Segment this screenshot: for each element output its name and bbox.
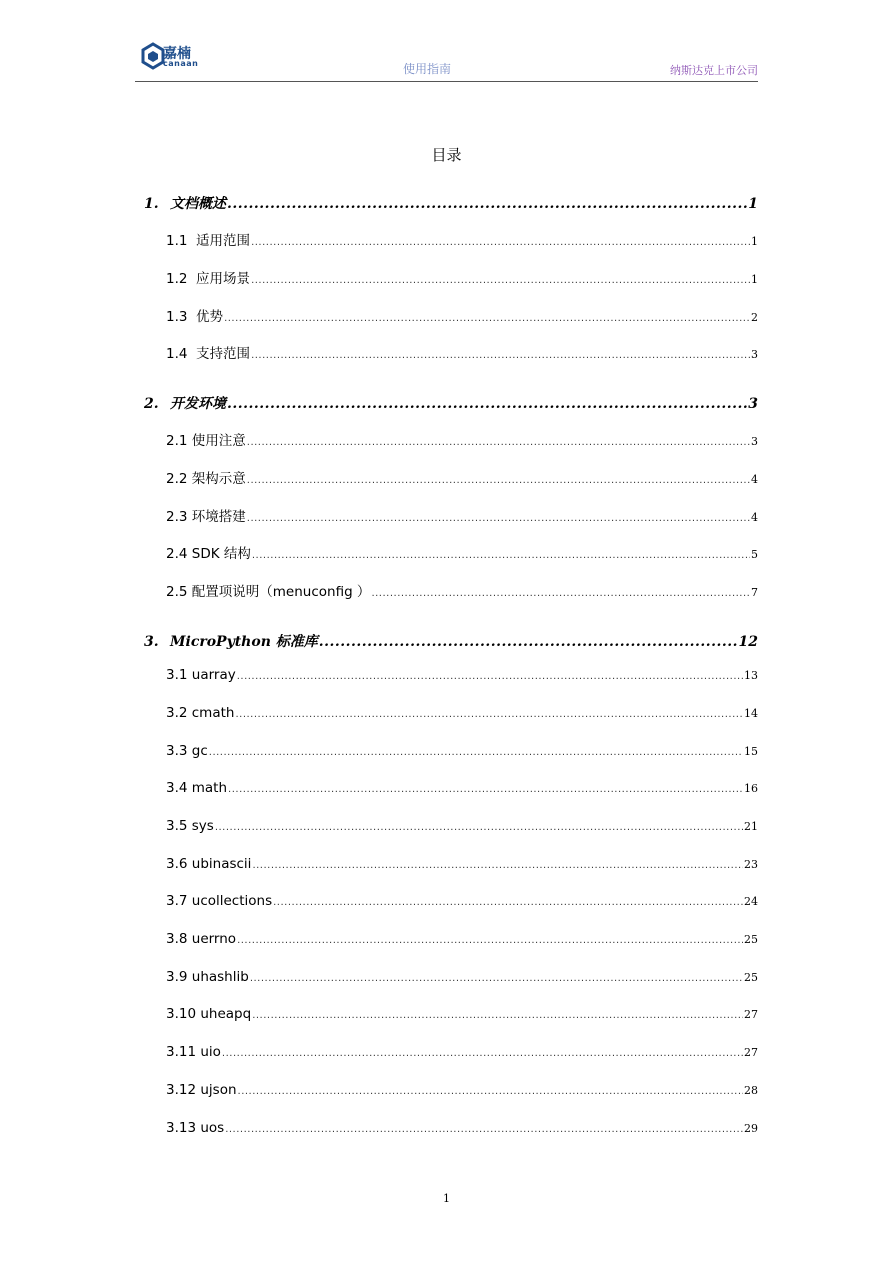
toc-entry-label: 3.8 uerrno (166, 931, 237, 947)
toc-leader-dots (209, 747, 743, 758)
toc-section-entry[interactable] (166, 1120, 758, 1136)
toc-leader-dots (371, 588, 750, 599)
logo-chinese-text: 嘉楠 (163, 46, 191, 62)
toc-section-entry[interactable] (166, 743, 758, 759)
toc-entry-label: 3.3 gc (166, 743, 208, 759)
toc-chapter-entry[interactable] (144, 393, 758, 413)
toc-leader-dots (228, 784, 743, 795)
toc-leader-dots (252, 860, 743, 871)
toc-leader-dots (273, 897, 743, 908)
toc-entry-label: 3.5 sys (166, 818, 214, 834)
toc-entry-page: 13 (744, 669, 758, 682)
toc-entry-label: 2.1 使用注意 (166, 433, 246, 449)
toc-entry-label: 1.3 优势 (166, 309, 224, 325)
toc-section-entry[interactable] (166, 505, 758, 525)
toc-entry-page: 27 (744, 1008, 758, 1021)
toc-entry-page: 27 (744, 1046, 758, 1059)
toc-leader-dots (215, 822, 743, 833)
toc-section-entry[interactable] (166, 342, 758, 362)
toc-entry-label: 3.6 ubinascii (166, 856, 252, 872)
toc-entry-page: 25 (744, 933, 758, 946)
toc-section-entry[interactable] (166, 969, 758, 985)
toc-entry-page: 3 (751, 435, 758, 448)
toc-entry-label: 1.4 支持范围 (166, 346, 251, 362)
toc-section-entry[interactable] (166, 267, 758, 287)
toc-entry-label: 2.5 配置项说明（menuconfig ） (166, 584, 371, 600)
toc-leader-dots (224, 313, 750, 324)
toc-leader-dots (252, 550, 750, 561)
toc-entry-label: 1.2 应用场景 (166, 271, 251, 287)
toc-entry-page: 25 (744, 971, 758, 984)
toc-leader-dots (251, 350, 750, 361)
toc-entry-label: 3.10 uheapq (166, 1006, 252, 1022)
toc-entry-page: 4 (751, 473, 758, 486)
toc-leader-dots (225, 1124, 743, 1135)
toc-entry-page: 4 (751, 511, 758, 524)
toc-entry-page: 21 (744, 820, 758, 833)
toc-entry-text: MicroPython 标准库 (170, 634, 318, 650)
toc-entry-label: 3.4 math (166, 780, 228, 796)
toc-entry-page: 2 (751, 311, 758, 324)
toc-leader-dots (247, 437, 750, 448)
toc-entry-page: 3 (751, 348, 758, 361)
toc-entry-page: 23 (744, 858, 758, 871)
toc-leader-dots (247, 513, 750, 524)
toc-chapter-entry[interactable] (144, 631, 758, 651)
logo-english-text: canaan (163, 59, 199, 68)
toc-entry-text: 开发环境 (170, 396, 226, 412)
toc-leader-dots (247, 475, 750, 486)
toc-section-entry[interactable] (166, 818, 758, 834)
toc-entry-label: 2.4 SDK 结构 (166, 546, 251, 562)
toc-leader-dots (251, 275, 750, 286)
toc-leader-dots (319, 634, 738, 650)
toc-entry-page: 14 (744, 707, 758, 720)
toc-leader-dots (251, 237, 750, 248)
header-company-tagline: 纳斯达克上市公司 (670, 64, 758, 77)
toc-entry-label: 3.11 uio (166, 1044, 221, 1060)
toc-section-entry[interactable] (166, 1006, 758, 1022)
toc-section-entry[interactable] (166, 580, 758, 600)
toc-entry-page: 24 (744, 895, 758, 908)
toc-entry-label: 2.3 环境搭建 (166, 509, 246, 525)
toc-entry-label: 1.1 适用范围 (166, 233, 251, 249)
toc-entry-label: 3.2 cmath (166, 705, 235, 721)
toc-entry-label: 3.12 ujson (166, 1082, 237, 1098)
header-guide-title: 使用指南 (403, 62, 452, 76)
toc-leader-dots (222, 1048, 743, 1059)
page-number: 1 (443, 1192, 450, 1205)
toc-entry-label (144, 393, 226, 413)
toc-section-entry[interactable] (166, 856, 758, 872)
toc-entry-page: 16 (744, 782, 758, 795)
toc-entry-page: 7 (751, 586, 758, 599)
toc-section-entry[interactable] (166, 667, 758, 683)
toc-section-entry[interactable] (166, 542, 758, 562)
toc-entry-page: 1 (751, 273, 758, 286)
toc-title: 目录 (431, 146, 462, 164)
toc-entry-page: 15 (744, 745, 758, 758)
toc-entry-page: 12 (738, 634, 758, 650)
toc-section-entry[interactable] (166, 305, 758, 325)
toc-entry-label (144, 193, 226, 213)
toc-leader-dots (252, 1010, 743, 1021)
toc-section-entry[interactable] (166, 893, 758, 909)
toc-leader-dots (250, 973, 743, 984)
toc-entry-page: 1 (748, 196, 758, 212)
toc-entry-page: 28 (744, 1084, 758, 1097)
toc-section-entry[interactable] (166, 467, 758, 487)
toc-entry-number: 1. (144, 196, 159, 212)
toc-entry-page: 5 (751, 548, 758, 561)
toc-leader-dots (237, 671, 743, 682)
toc-entry-text: 文档概述 (170, 196, 226, 212)
toc-leader-dots (227, 396, 747, 412)
toc-leader-dots (237, 935, 743, 946)
toc-entry-label (144, 631, 318, 651)
toc-section-entry[interactable] (166, 1082, 758, 1098)
toc-entry-label: 3.9 uhashlib (166, 969, 249, 985)
toc-entry-page: 3 (748, 396, 758, 412)
toc-leader-dots (235, 709, 743, 720)
toc-entry-label: 3.7 ucollections (166, 893, 273, 909)
toc-entry-number: 3. (144, 634, 159, 650)
toc-entry-number: 2. (144, 396, 159, 412)
toc-section-entry[interactable] (166, 705, 758, 721)
toc-entry-label: 2.2 架构示意 (166, 471, 246, 487)
toc-entry-page: 29 (744, 1122, 758, 1135)
toc-leader-dots (227, 196, 747, 212)
toc-section-entry[interactable] (166, 229, 758, 249)
toc-leader-dots (238, 1086, 743, 1097)
toc-section-entry[interactable] (166, 429, 758, 449)
toc-entry-page: 1 (751, 235, 758, 248)
toc-section-entry[interactable] (166, 1044, 758, 1060)
toc-entry-label: 3.1 uarray (166, 667, 236, 683)
toc-chapter-entry[interactable] (144, 193, 758, 213)
toc-section-entry[interactable] (166, 780, 758, 796)
toc-entry-label: 3.13 uos (166, 1120, 225, 1136)
toc-section-entry[interactable] (166, 931, 758, 947)
